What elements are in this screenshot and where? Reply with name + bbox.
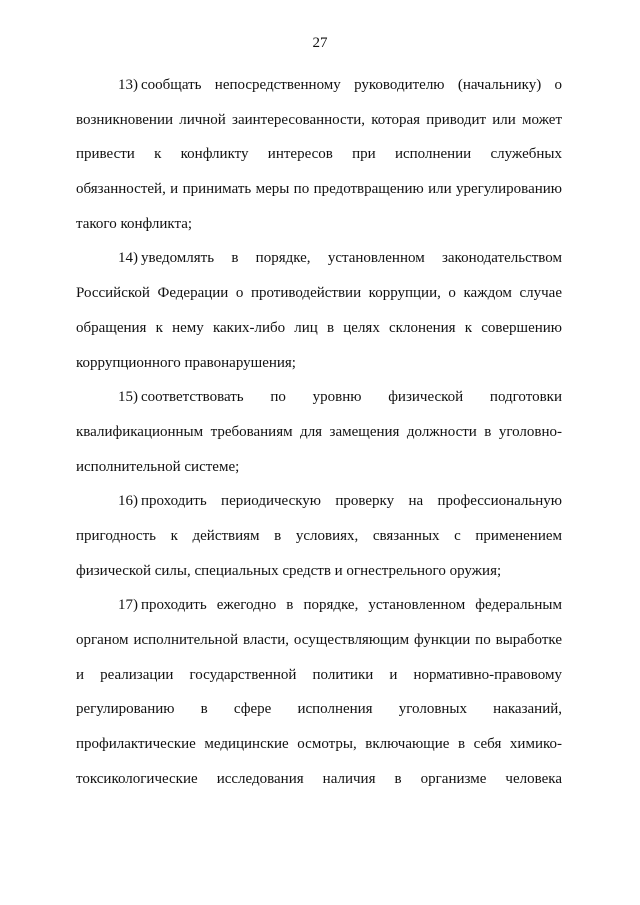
paragraph-17-line-6: токсикологические исследования наличия в организме человека <box>76 770 562 787</box>
page-number: 27 <box>312 35 328 51</box>
paragraph-14-line-2: Российской Федерации о противодействии коррупции, о каждом случае <box>76 285 562 302</box>
paragraph-17-line-5: профилактические медицинские осмотры, включающие в себя химико- <box>76 736 562 753</box>
paragraph-13-line-2: возникновении личной заинтересованности, которая приводит или может <box>76 111 562 128</box>
paragraph-16-line-1 <box>76 484 562 519</box>
paragraph-17-line-4: регулированию в сфере исполнения уголовных наказаний, <box>76 701 562 718</box>
paragraph-17-line-2: органом исполнительной власти, осуществляющим функции по выработке <box>76 632 562 648</box>
paragraph-14-line-4: коррупционного правонарушения; <box>76 354 296 371</box>
paragraph-13-number: 13) <box>118 77 138 93</box>
paragraph-15-line-3: исполнительной системе; <box>76 458 240 475</box>
paragraph-17-number: 17) <box>118 597 138 614</box>
paragraph-17-line-1 <box>76 588 562 623</box>
paragraph-13-line-1 <box>76 68 562 103</box>
paragraph-14-line-1 <box>76 241 562 276</box>
paragraph-13-line-3: привести к конфликту интересов при исполнении служебных <box>76 146 562 163</box>
paragraph-16-line-3: физической силы, специальных средств и огнестрельного оружия; <box>76 562 502 579</box>
paragraph-14-text: уведомлять в порядке, установленном законодательством <box>141 250 562 267</box>
paragraph-13-text: сообщать непосредственному руководителю (начальнику) о <box>141 77 562 93</box>
paragraph-15-text: соответствовать по уровню физической подготовки <box>141 389 562 406</box>
paragraph-16-text: проходить периодическую проверку на профессиональную <box>141 493 562 510</box>
paragraph-15-number: 15) <box>118 389 138 406</box>
paragraph-13-line-4: обязанностей, и принимать меры по предотвращению или урегулированию <box>76 181 562 198</box>
paragraph-16-number: 16) <box>118 493 138 510</box>
paragraph-14-line-3: обращения к нему каких-либо лиц в целях склонения к совершению <box>76 319 562 336</box>
paragraph-17-line-3: и реализации государственной политики и нормативно-правовому <box>76 666 562 683</box>
paragraph-17-text: проходить ежегодно в порядке, установленном федеральным <box>141 597 562 614</box>
paragraph-16-line-2: пригодность к действиям в условиях, связанных с применением <box>76 527 562 544</box>
paragraph-14-number: 14) <box>118 250 138 267</box>
document-body <box>76 68 562 796</box>
paragraph-15-line-1 <box>76 380 562 415</box>
paragraph-13-line-5: такого конфликта; <box>76 215 193 232</box>
paragraph-15-line-2: квалификационным требованиям для замещения должности в уголовно- <box>76 423 562 440</box>
